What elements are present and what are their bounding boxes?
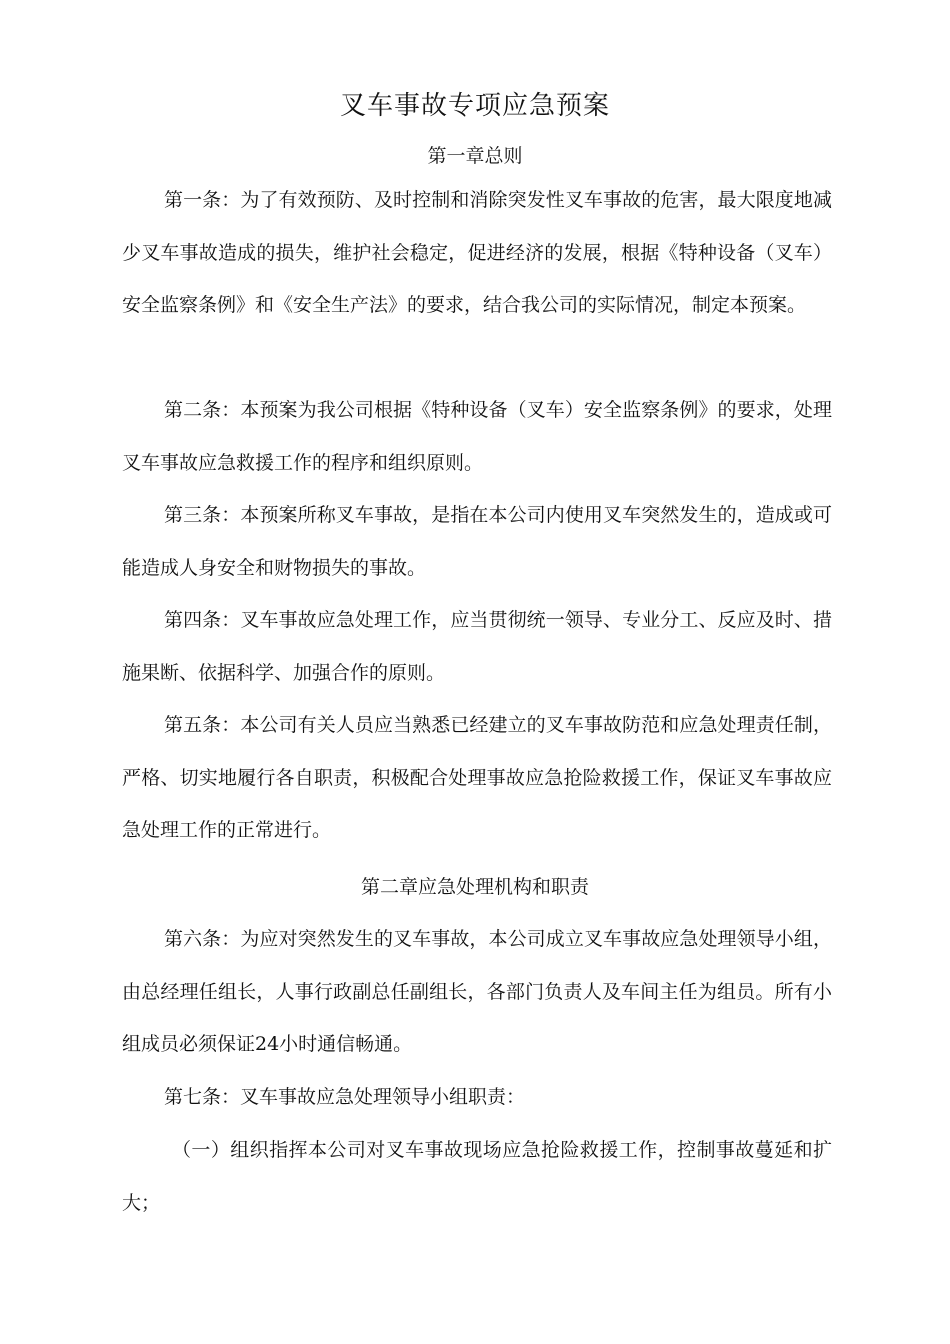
article-1: 第一条：为了有效预防、及时控制和消除突发性叉车事故的危害，最大限度地减少叉车事故造成的损失，维护社会稳定，促进经济的发展，根据《特种设备（叉车）安全监察条例》和《安全生产法》的要求，结合我公司的实际情况，制定本预案。: [122, 189, 832, 316]
article-3: 第三条：本预案所称叉车事故，是指在本公司内使用叉车突然发生的，造成或可能造成人身安全和财物损失的事故。: [122, 504, 832, 579]
article-6: 第六条：为应对突然发生的叉车事故，本公司成立叉车事故应急处理领导小组，由总经理任组长，人事行政副总任副组长，各部门负责人及车间主任为组员。所有小组成员必须保证24小时通信畅通。: [122, 928, 832, 1055]
article-7: 第七条：叉车事故应急处理领导小组职责：: [164, 1086, 526, 1108]
document-title: 叉车事故专项应急预案: [339, 91, 610, 121]
article-7-item-1: （一）组织指挥本公司对叉车事故现场应急抢险救援工作，控制事故蔓延和扩大；: [122, 1139, 832, 1214]
article-4: 第四条：叉车事故应急处理工作，应当贯彻统一领导、专业分工、反应及时、措施果断、依据科学、加强合作的原则。: [122, 609, 832, 684]
chapter-heading-1: 第一章总则: [427, 145, 523, 167]
chapter-heading-2: 第二章应急处理机构和职责: [360, 876, 589, 898]
article-5: 第五条：本公司有关人员应当熟悉已经建立的叉车事故防范和应急处理责任制，严格、切实地履行各自职责，积极配合处理事故应急抢险救援工作，保证叉车事故应急处理工作的正常进行。: [122, 714, 832, 841]
article-2: 第二条：本预案为我公司根据《特种设备（叉车）安全监察条例》的要求，处理叉车事故应急救援工作的程序和组织原则。: [122, 399, 832, 474]
